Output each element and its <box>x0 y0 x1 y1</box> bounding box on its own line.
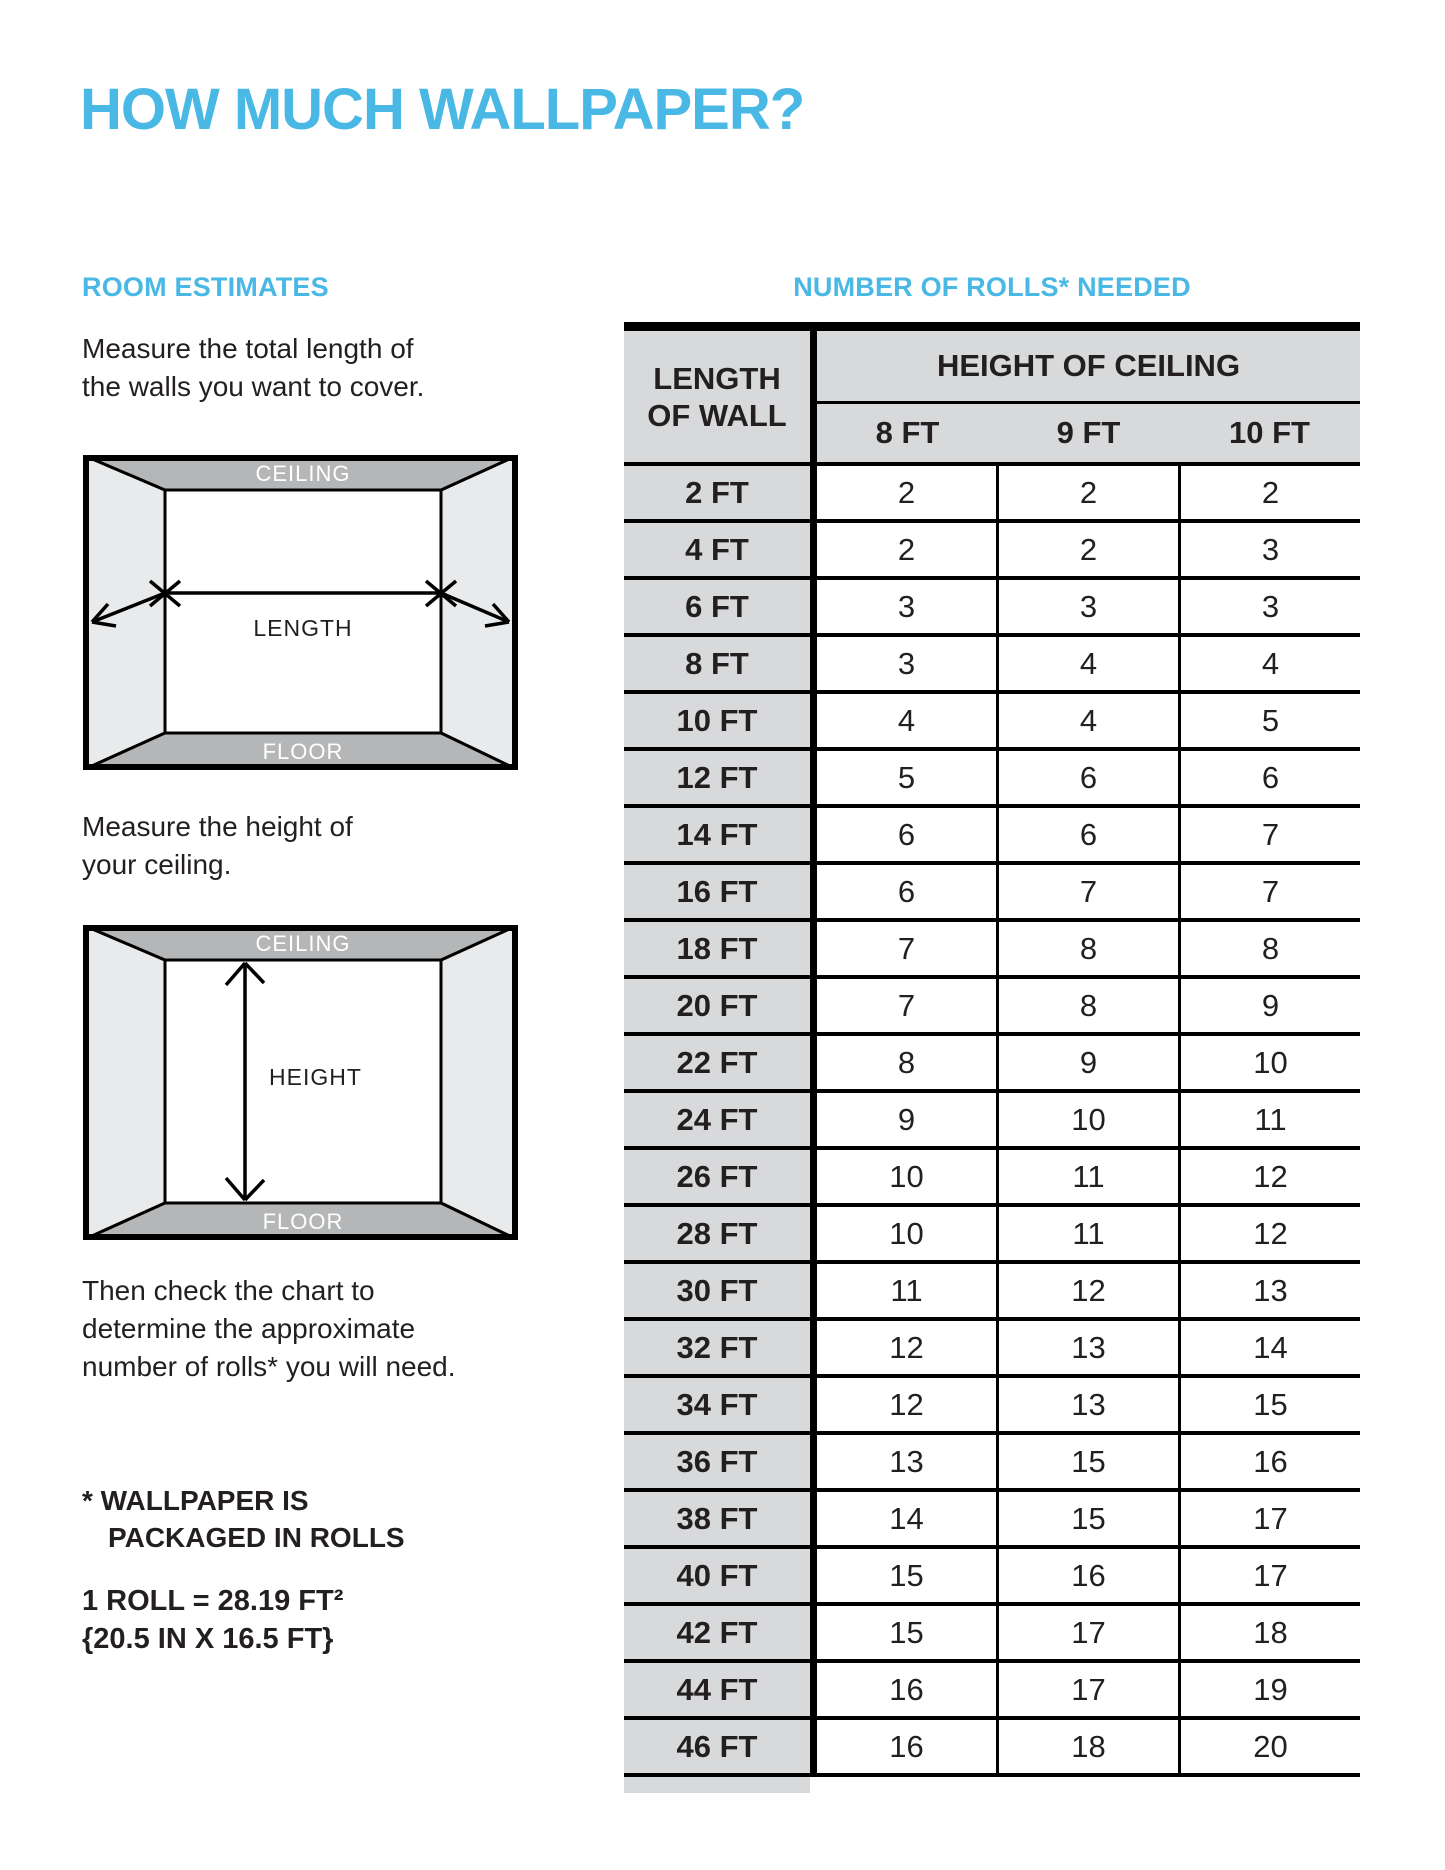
row-cells <box>810 1150 1360 1203</box>
step2-line1: Measure the height of <box>82 811 353 842</box>
table-row <box>624 1606 1360 1663</box>
floor-label: FLOOR <box>262 1209 344 1234</box>
roll-count-cell-10ft: 12 <box>1178 1207 1360 1260</box>
roll-count-cell-9ft: 11 <box>996 1150 1178 1203</box>
rolls-table-heading: NUMBER OF ROLLS* NEEDED <box>793 272 1191 302</box>
step2-text <box>82 808 353 884</box>
roll-count-cell-9ft: 2 <box>996 466 1178 519</box>
table-row <box>624 751 1360 808</box>
row-cells <box>810 1720 1360 1773</box>
roll-count-cell-10ft: 14 <box>1178 1321 1360 1374</box>
roll-count-cell-8ft: 10 <box>889 1158 924 1194</box>
roll-count-cell-8ft: 9 <box>897 1101 916 1137</box>
roll-count-cell-8ft: 3 <box>897 645 916 681</box>
roll-spec <box>82 1582 343 1658</box>
step3-line2: determine the approximate <box>82 1313 416 1344</box>
roll-count-cell-8ft: 10 <box>889 1215 924 1251</box>
roll-count-cell-10ft: 3 <box>1178 523 1360 576</box>
table-row <box>624 1150 1360 1207</box>
step1-line1: Measure the total length of <box>82 333 414 364</box>
row-cells <box>810 580 1360 633</box>
row-cells <box>810 1093 1360 1146</box>
row-cells <box>810 694 1360 747</box>
footnote-line2: PACKAGED IN ROLLS <box>108 1522 405 1553</box>
roll-count-cell-10ft: 15 <box>1178 1378 1360 1431</box>
roll-count-cell-8ft: 12 <box>889 1386 924 1422</box>
table-header <box>624 331 1360 466</box>
height-of-ceiling-header: HEIGHT OF CEILING <box>817 331 1360 404</box>
row-length-label: 44 FT <box>624 1663 810 1716</box>
room-estimates-heading: ROOM ESTIMATES <box>82 272 329 302</box>
row-length-label: 30 FT <box>624 1264 810 1317</box>
table-row <box>624 1321 1360 1378</box>
roll-count-cell-9ft: 13 <box>996 1378 1178 1431</box>
roll-count-cell-8ft: 8 <box>897 1044 916 1080</box>
row-length-label: 16 FT <box>624 865 810 918</box>
row-cells <box>810 751 1360 804</box>
roll-count-cell-8ft: 2 <box>897 474 916 510</box>
roll-count-cell-8ft: 3 <box>897 588 916 624</box>
length-label: LENGTH <box>253 615 353 641</box>
footnote-line1: * WALLPAPER IS <box>82 1485 309 1516</box>
rolls-footnote <box>82 1482 405 1556</box>
floor-label: FLOOR <box>262 739 344 764</box>
row-length-label: 24 FT <box>624 1093 810 1146</box>
roll-count-cell-10ft: 4 <box>1178 637 1360 690</box>
roll-spec-line2: {20.5 IN X 16.5 FT} <box>82 1623 334 1655</box>
roll-count-cell-9ft: 12 <box>996 1264 1178 1317</box>
table-row <box>624 466 1360 523</box>
rolls-table <box>624 322 1360 1793</box>
row-cells <box>810 1606 1360 1659</box>
roll-count-cell-9ft: 16 <box>996 1549 1178 1602</box>
left-wall-shape <box>83 925 165 1240</box>
row-cells <box>810 1264 1360 1317</box>
roll-count-cell-10ft: 18 <box>1178 1606 1360 1659</box>
roll-count-cell-9ft: 3 <box>996 580 1178 633</box>
roll-count-cell-8ft: 7 <box>897 987 916 1023</box>
roll-count-cell-8ft: 15 <box>889 1557 924 1593</box>
roll-count-cell-8ft: 15 <box>889 1614 924 1650</box>
row-cells <box>810 1549 1360 1602</box>
row-length-label: 18 FT <box>624 922 810 975</box>
row-cells <box>810 466 1360 519</box>
roll-count-cell-9ft: 17 <box>996 1663 1178 1716</box>
roll-count-cell-10ft: 12 <box>1178 1150 1360 1203</box>
table-row <box>624 1207 1360 1264</box>
table-row <box>624 694 1360 751</box>
height-room-diagram <box>83 925 518 1240</box>
row-length-label: 32 FT <box>624 1321 810 1374</box>
row-cells <box>810 865 1360 918</box>
col-header-8ft: 8 FT <box>875 415 940 450</box>
roll-count-cell-10ft: 20 <box>1178 1720 1360 1773</box>
left-wall-shape <box>83 455 165 770</box>
roll-count-cell-9ft: 13 <box>996 1321 1178 1374</box>
roll-count-cell-8ft: 6 <box>897 873 916 909</box>
row-length-label: 26 FT <box>624 1150 810 1203</box>
ceiling-height-columns <box>817 404 1360 462</box>
length-of-wall-line2: OF WALL <box>647 397 787 433</box>
length-of-wall-header <box>624 331 810 462</box>
ceiling-label: CEILING <box>255 461 351 486</box>
roll-count-cell-9ft: 6 <box>996 751 1178 804</box>
row-length-label: 8 FT <box>624 637 810 690</box>
back-wall-shape <box>165 490 441 733</box>
roll-count-cell-10ft: 10 <box>1178 1036 1360 1089</box>
ceiling-label: CEILING <box>255 931 351 956</box>
roll-count-cell-10ft: 17 <box>1178 1549 1360 1602</box>
step1-line2: the walls you want to cover. <box>82 371 425 402</box>
roll-count-cell-8ft: 5 <box>897 759 916 795</box>
length-of-wall-line1: LENGTH <box>653 360 781 396</box>
roll-count-cell-9ft: 18 <box>996 1720 1178 1773</box>
roll-count-cell-10ft: 9 <box>1178 979 1360 1032</box>
row-cells <box>810 1435 1360 1488</box>
row-cells <box>810 523 1360 576</box>
right-wall-shape <box>441 455 518 770</box>
roll-count-cell-10ft: 6 <box>1178 751 1360 804</box>
table-row <box>624 523 1360 580</box>
roll-count-cell-9ft: 17 <box>996 1606 1178 1659</box>
roll-count-cell-10ft: 16 <box>1178 1435 1360 1488</box>
table-row <box>624 1435 1360 1492</box>
row-length-label: 34 FT <box>624 1378 810 1431</box>
row-cells <box>810 922 1360 975</box>
table-gray-stub <box>624 1777 810 1793</box>
row-cells <box>810 1492 1360 1545</box>
roll-count-cell-8ft: 13 <box>889 1443 924 1479</box>
roll-count-cell-9ft: 11 <box>996 1207 1178 1260</box>
table-row <box>624 580 1360 637</box>
length-room-diagram <box>83 455 518 770</box>
roll-count-cell-9ft: 7 <box>996 865 1178 918</box>
roll-count-cell-10ft: 17 <box>1178 1492 1360 1545</box>
roll-count-cell-9ft: 9 <box>996 1036 1178 1089</box>
row-cells <box>810 1321 1360 1374</box>
height-label: HEIGHT <box>269 1064 362 1090</box>
row-length-label: 10 FT <box>624 694 810 747</box>
row-length-label: 36 FT <box>624 1435 810 1488</box>
row-length-label: 14 FT <box>624 808 810 861</box>
roll-count-cell-10ft: 7 <box>1178 865 1360 918</box>
rolls-table-rows <box>624 466 1360 1777</box>
row-cells <box>810 1207 1360 1260</box>
roll-count-cell-10ft: 8 <box>1178 922 1360 975</box>
row-length-label: 42 FT <box>624 1606 810 1659</box>
roll-count-cell-9ft: 4 <box>996 637 1178 690</box>
roll-count-cell-10ft: 19 <box>1178 1663 1360 1716</box>
table-row <box>624 1378 1360 1435</box>
row-length-label: 38 FT <box>624 1492 810 1545</box>
roll-count-cell-8ft: 11 <box>890 1272 923 1308</box>
table-row <box>624 922 1360 979</box>
step2-line2: your ceiling. <box>82 849 232 880</box>
ceiling-height-header-group <box>810 331 1360 462</box>
step1-text <box>82 330 424 406</box>
row-length-label: 46 FT <box>624 1720 810 1773</box>
table-row <box>624 865 1360 922</box>
row-length-label: 40 FT <box>624 1549 810 1602</box>
roll-count-cell-9ft: 15 <box>996 1435 1178 1488</box>
table-top-border <box>624 322 1360 331</box>
row-length-label: 28 FT <box>624 1207 810 1260</box>
step3-text <box>82 1272 456 1386</box>
roll-count-cell-8ft: 4 <box>897 702 916 738</box>
row-length-label: 20 FT <box>624 979 810 1032</box>
row-cells <box>810 979 1360 1032</box>
table-row <box>624 1093 1360 1150</box>
roll-count-cell-8ft: 2 <box>897 531 916 567</box>
row-cells <box>810 1036 1360 1089</box>
row-length-label: 12 FT <box>624 751 810 804</box>
table-row <box>624 1264 1360 1321</box>
roll-count-cell-8ft: 16 <box>889 1671 924 1707</box>
roll-count-cell-8ft: 16 <box>889 1728 924 1764</box>
table-row <box>624 1663 1360 1720</box>
roll-spec-line1: 1 ROLL = 28.19 FT² <box>82 1585 344 1617</box>
right-wall-shape <box>441 925 518 1240</box>
roll-count-cell-10ft: 7 <box>1178 808 1360 861</box>
roll-count-cell-8ft: 14 <box>889 1500 924 1536</box>
step3-line3: number of rolls* you will need. <box>82 1351 456 1382</box>
roll-count-cell-10ft: 2 <box>1178 466 1360 519</box>
table-row <box>624 1720 1360 1777</box>
row-cells <box>810 637 1360 690</box>
row-length-label: 4 FT <box>624 523 810 576</box>
roll-count-cell-10ft: 3 <box>1178 580 1360 633</box>
row-cells <box>810 1378 1360 1431</box>
table-row <box>624 1492 1360 1549</box>
roll-count-cell-9ft: 8 <box>996 922 1178 975</box>
roll-count-cell-9ft: 10 <box>996 1093 1178 1146</box>
row-cells <box>810 1663 1360 1716</box>
step3-line1: Then check the chart to <box>82 1275 375 1306</box>
roll-count-cell-9ft: 8 <box>996 979 1178 1032</box>
row-length-label: 2 FT <box>624 466 810 519</box>
table-row <box>624 808 1360 865</box>
roll-count-cell-10ft: 5 <box>1178 694 1360 747</box>
row-length-label: 22 FT <box>624 1036 810 1089</box>
table-row <box>624 979 1360 1036</box>
roll-count-cell-10ft: 11 <box>1178 1093 1360 1146</box>
page-title: HOW MUCH WALLPAPER? <box>80 77 805 142</box>
table-row <box>624 1036 1360 1093</box>
roll-count-cell-9ft: 6 <box>996 808 1178 861</box>
roll-count-cell-9ft: 2 <box>996 523 1178 576</box>
roll-count-cell-8ft: 6 <box>897 816 916 852</box>
col-header-10ft: 10 FT <box>1229 415 1310 450</box>
roll-count-cell-9ft: 15 <box>996 1492 1178 1545</box>
col-header-9ft: 9 FT <box>1056 415 1121 450</box>
row-length-label: 6 FT <box>624 580 810 633</box>
roll-count-cell-8ft: 12 <box>889 1329 924 1365</box>
roll-count-cell-8ft: 7 <box>897 930 916 966</box>
row-cells <box>810 808 1360 861</box>
table-row <box>624 1549 1360 1606</box>
roll-count-cell-10ft: 13 <box>1178 1264 1360 1317</box>
roll-count-cell-9ft: 4 <box>996 694 1178 747</box>
table-row <box>624 637 1360 694</box>
